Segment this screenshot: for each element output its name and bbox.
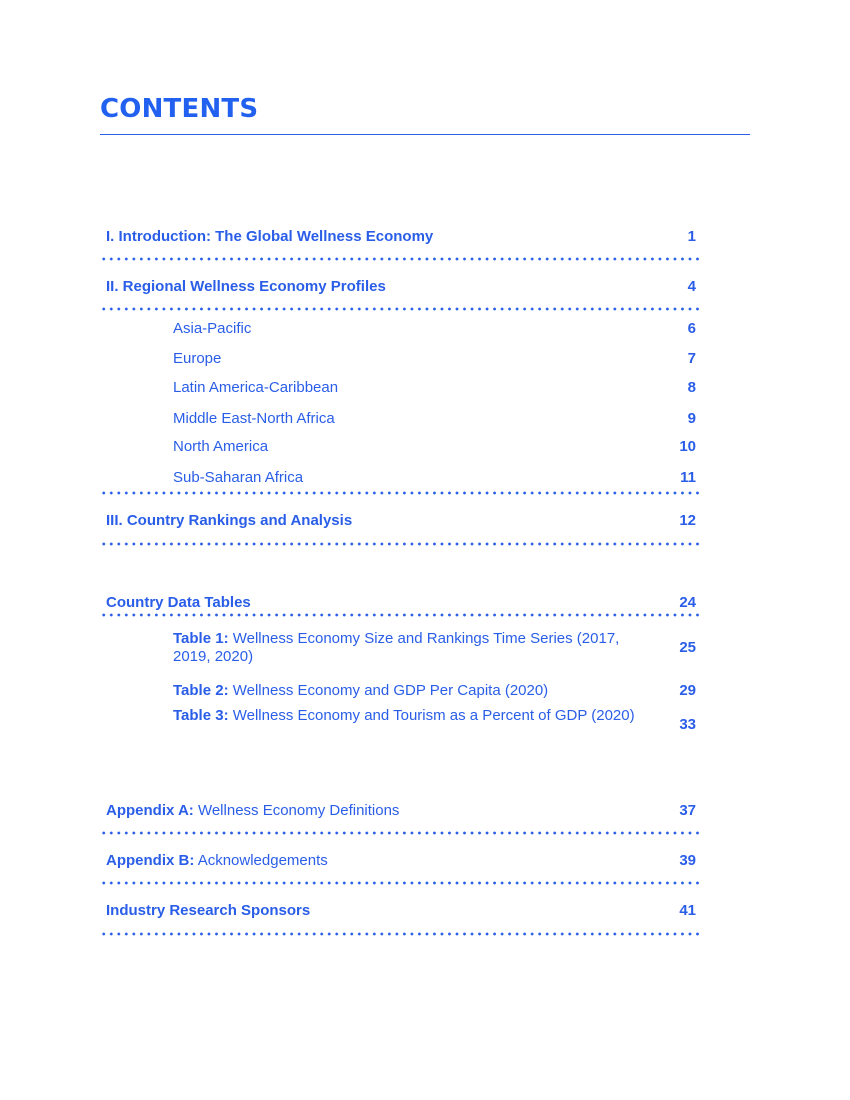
table-prefix: Table 3: xyxy=(173,707,229,724)
table-prefix: Table 1: xyxy=(173,630,229,647)
toc-entry-label xyxy=(106,802,399,820)
toc-subentry-page: 6 xyxy=(687,320,696,337)
toc-entry-label: Industry Research Sponsors xyxy=(106,902,311,919)
appendix-title: Acknowledgements xyxy=(197,852,328,869)
appendix-prefix: Appendix A: xyxy=(106,802,194,819)
toc-entry-label: Country Data Tables xyxy=(106,594,251,611)
toc-subentry-label: Asia-Pacific xyxy=(173,320,252,337)
dotted-divider xyxy=(100,613,703,617)
title-divider xyxy=(100,134,750,135)
toc-subentry-label: North America xyxy=(173,438,269,455)
toc-subentry-page: 8 xyxy=(687,379,696,396)
toc-subentry-label xyxy=(173,630,643,666)
page-title: CONTENTS xyxy=(100,94,259,124)
toc-entry-label xyxy=(106,852,328,870)
toc-entry-page: 1 xyxy=(687,228,696,245)
toc-subentry-label xyxy=(173,682,643,700)
toc-subentry-label: Latin America-Caribbean xyxy=(173,379,339,396)
dotted-divider xyxy=(100,932,703,936)
toc-entry-page: 37 xyxy=(679,802,696,819)
table-title: Wellness Economy and Tourism as a Percent of GDP (2020) xyxy=(232,707,635,724)
toc-subentry-page: 25 xyxy=(679,639,696,656)
table-prefix: Table 2: xyxy=(173,682,229,699)
dotted-divider xyxy=(100,307,703,311)
toc-subentry-page: 29 xyxy=(679,682,696,699)
toc-entry-page: 39 xyxy=(679,852,696,869)
dotted-divider xyxy=(100,881,703,885)
appendix-title: Wellness Economy Definitions xyxy=(197,802,400,819)
toc-entry-label: I. Introduction: The Global Wellness Economy xyxy=(106,228,434,245)
toc-subentry-page: 11 xyxy=(680,469,696,486)
toc-entry-page: 24 xyxy=(679,594,696,611)
appendix-prefix: Appendix B: xyxy=(106,852,195,869)
toc-entry-page: 4 xyxy=(687,278,696,295)
toc-subentry-page: 7 xyxy=(687,350,696,367)
dotted-divider xyxy=(100,257,703,261)
dotted-divider xyxy=(100,491,703,495)
toc-subentry-page: 9 xyxy=(687,410,696,427)
toc-subentry-page: 10 xyxy=(679,438,696,455)
toc-subentry-label: Sub-Saharan Africa xyxy=(173,469,304,486)
toc-entry-page: 12 xyxy=(679,512,696,529)
dotted-divider xyxy=(100,542,703,546)
toc-entry-label: II. Regional Wellness Economy Profiles xyxy=(106,278,386,295)
dotted-divider xyxy=(100,831,703,835)
toc-entry-label: III. Country Rankings and Analysis xyxy=(106,512,353,529)
toc-entry-page: 41 xyxy=(679,902,696,919)
table-title: Wellness Economy Size and Rankings Time Series (2017, 2019, 2020) xyxy=(173,630,620,665)
toc-subentry-label xyxy=(173,707,643,725)
toc-subentry-label: Middle East-North Africa xyxy=(173,410,335,427)
toc-subentry-label: Europe xyxy=(173,350,222,367)
toc-subentry-page: 33 xyxy=(679,716,696,733)
table-title: Wellness Economy and GDP Per Capita (2020) xyxy=(232,682,549,699)
